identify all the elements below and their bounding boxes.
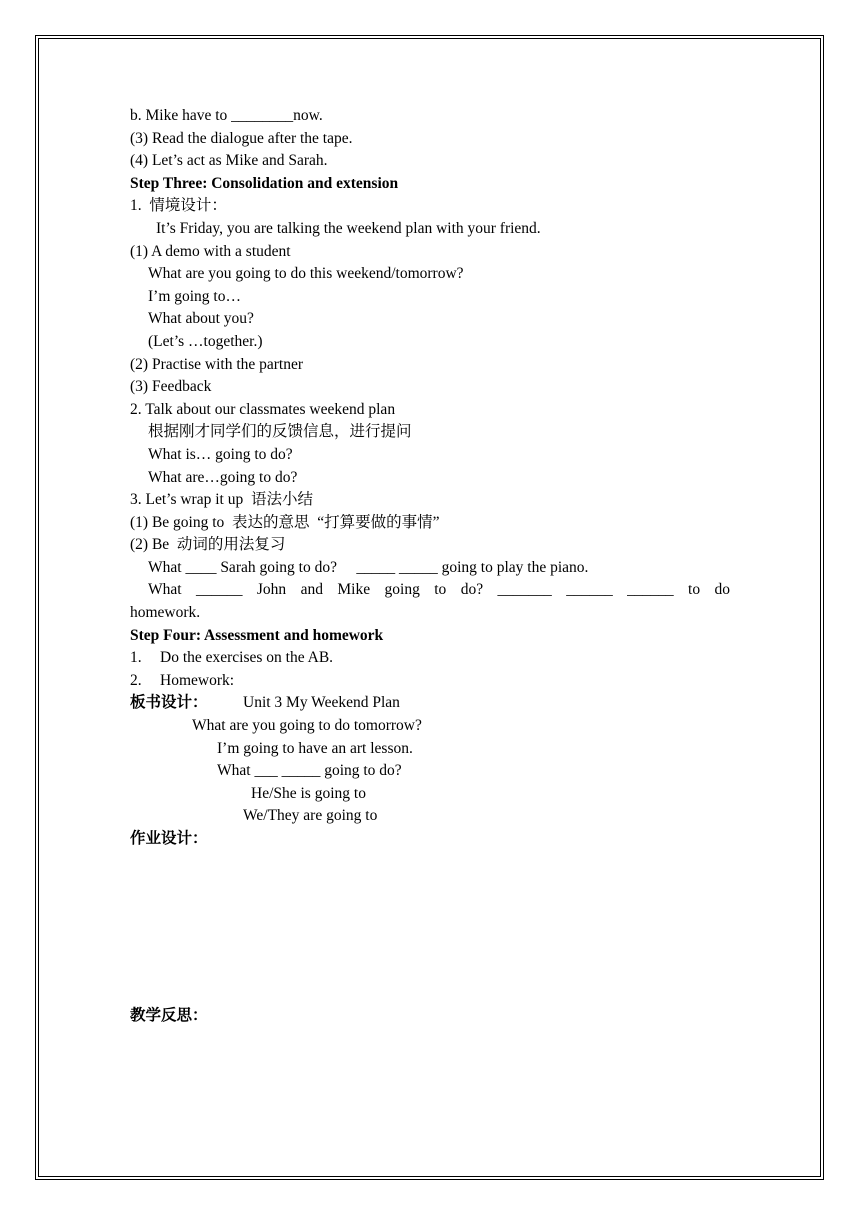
section-heading-step-four: Step Four: Assessment and homework <box>130 626 384 644</box>
text-line: 2. Talk about our classmates weekend plan <box>130 400 396 418</box>
board-design-row <box>130 692 730 715</box>
list-item <box>130 647 730 670</box>
board-line: What ___ _____ going to do? <box>217 762 402 780</box>
text-line: What about you? <box>148 310 254 328</box>
blank-space <box>130 851 730 1005</box>
homework-design-label: 作业设计： <box>130 830 208 847</box>
text-line: What are you going to do this weekend/tomorrow? <box>148 265 464 283</box>
list-number: 1. <box>130 649 142 667</box>
text-line: What is… going to do? <box>148 445 293 463</box>
text-line: b. Mike have to ________now. <box>130 107 323 124</box>
board-design-title: Unit 3 My Weekend Plan <box>243 694 400 712</box>
text-line: What are…going to do? <box>148 468 298 486</box>
list-item <box>130 670 730 693</box>
text-line: (4) Let’s act as Mike and Sarah. <box>130 152 328 170</box>
document-body <box>130 105 730 1027</box>
text-line: (2) Practise with the partner <box>130 355 304 373</box>
text-line: It’s Friday, you are talking the weekend plan with your friend. <box>156 219 541 237</box>
text-line: (3) Feedback <box>130 378 212 396</box>
text-line: homework. <box>130 604 201 622</box>
text-line: (1) A demo with a student <box>130 242 291 260</box>
board-line: What are you going to do tomorrow? <box>192 717 422 735</box>
section-heading-step-three: Step Three: Consolidation and extension <box>130 174 399 192</box>
board-line: We/They are going to <box>243 807 378 825</box>
list-text: Do the exercises on the AB. <box>160 649 334 667</box>
text-line: (2) Be 动词的用法复习 <box>130 536 286 554</box>
text-line: 根据刚才同学们的反馈信息，进行提问 <box>148 423 412 441</box>
board-design-label: 板书设计： <box>130 694 208 712</box>
board-line: He/She is going to <box>251 784 366 802</box>
list-number: 2. <box>130 671 142 689</box>
text-line: What ______ John and Mike going to do? _______ ______ ______ to do <box>148 581 730 599</box>
text-line: 3. Let’s wrap it up 语法小结 <box>130 491 313 509</box>
text-line: 1. 情境设计： <box>130 197 227 215</box>
text-line: (1) Be going to 表达的意思 “打算要做的事情” <box>130 513 440 531</box>
list-text: Homework: <box>160 671 235 689</box>
text-line: (Let’s …together.) <box>148 332 263 350</box>
text-line: (3) Read the dialogue after the tape. <box>130 129 353 147</box>
text-line: What ____ Sarah going to do? _____ _____ going to play the piano. <box>148 558 589 576</box>
teaching-reflection-label: 教学反思： <box>130 1006 208 1024</box>
text-line: I’m going to… <box>148 287 241 305</box>
board-line: I’m going to have an art lesson. <box>217 739 413 757</box>
